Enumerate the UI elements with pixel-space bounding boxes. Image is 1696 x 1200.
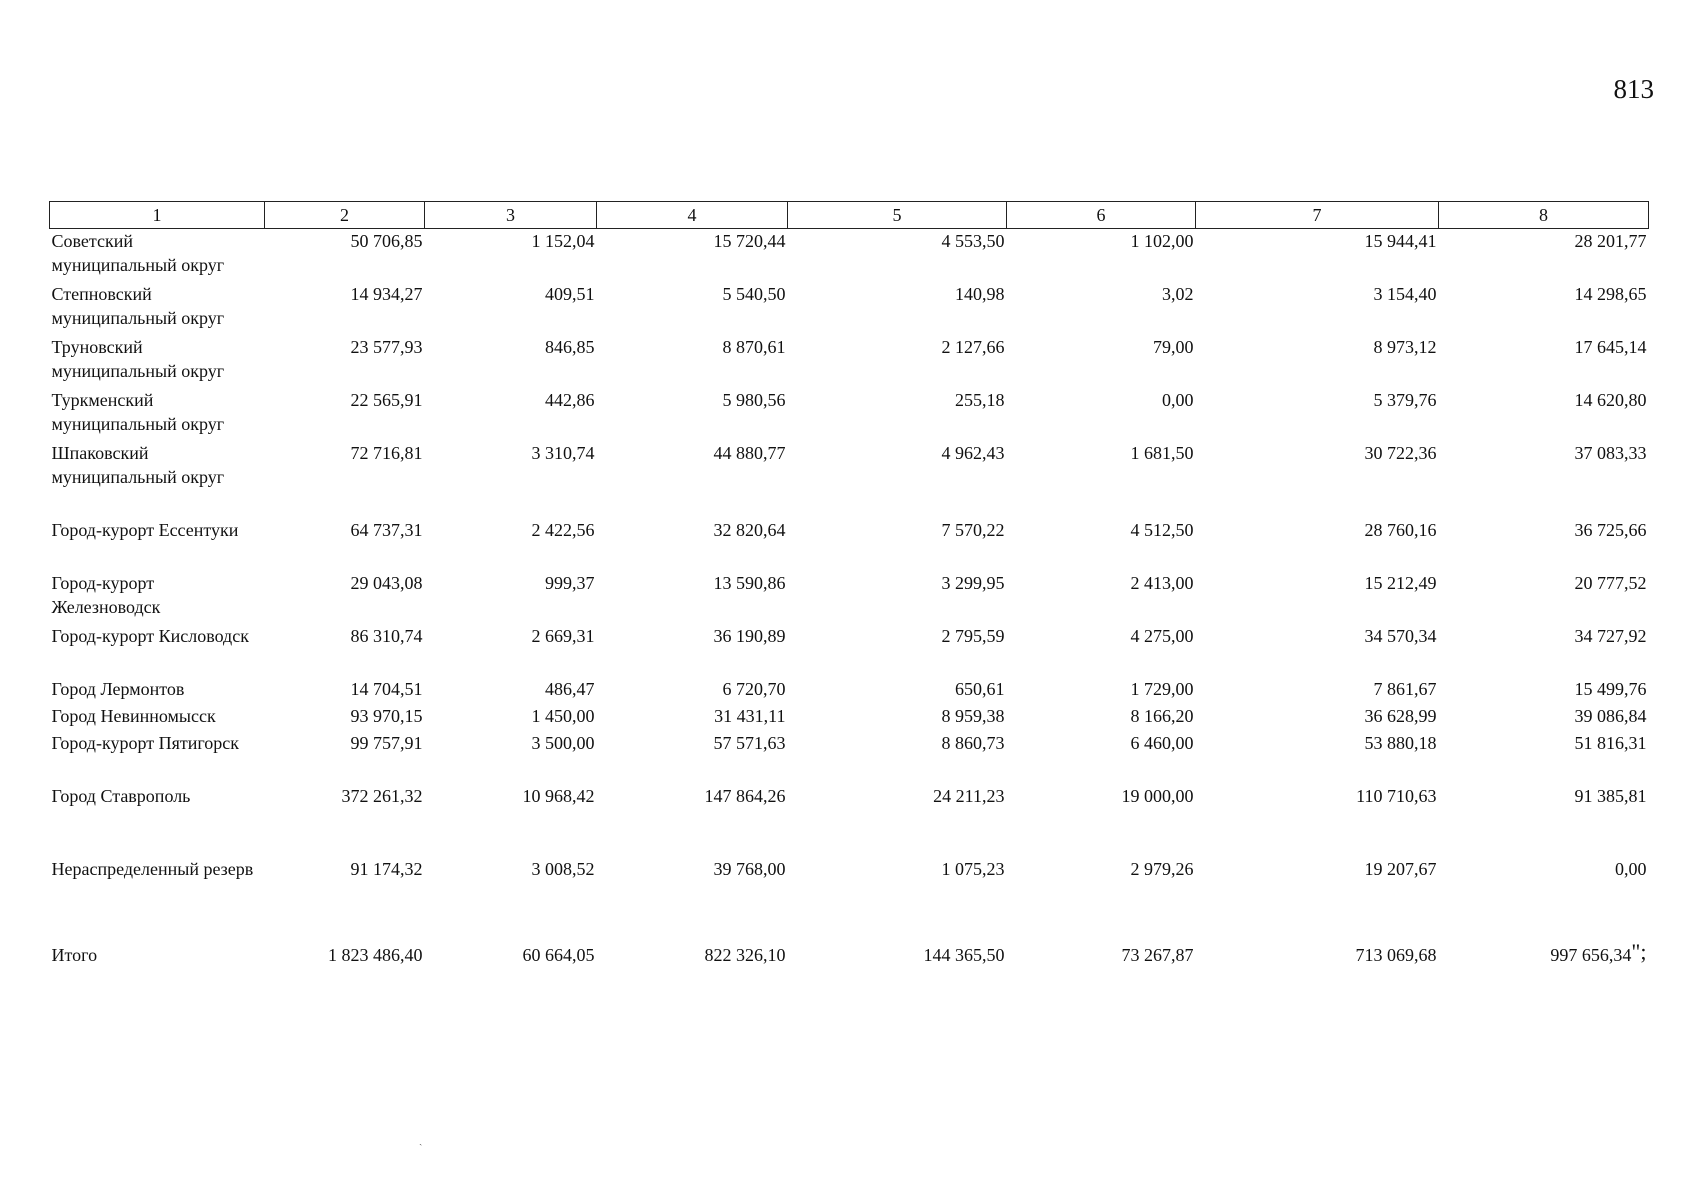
value-cell bbox=[265, 677, 425, 704]
value-text: 7 570,22 bbox=[941, 520, 1005, 540]
value-cell bbox=[425, 704, 597, 731]
value-text: 2 422,56 bbox=[531, 520, 595, 540]
value-text: 10 968,42 bbox=[522, 786, 595, 806]
value-text: 4 962,43 bbox=[941, 443, 1005, 463]
value-text: 1 075,23 bbox=[941, 859, 1005, 879]
stray-mark: ˎ bbox=[419, 1135, 423, 1146]
value-cell bbox=[597, 704, 788, 731]
value-text: 2 669,31 bbox=[531, 626, 595, 646]
value-cell bbox=[1196, 784, 1439, 857]
budget-table bbox=[49, 201, 1649, 973]
value-cell bbox=[425, 229, 597, 283]
value-text: 14 704,51 bbox=[350, 679, 423, 699]
value-cell bbox=[1439, 939, 1649, 973]
value-cell bbox=[1196, 441, 1439, 518]
value-text: 409,51 bbox=[545, 284, 595, 304]
value-cell bbox=[425, 335, 597, 388]
value-cell bbox=[788, 571, 1007, 624]
value-cell bbox=[788, 624, 1007, 677]
value-text: 4 553,50 bbox=[941, 231, 1005, 251]
value-cell bbox=[1196, 624, 1439, 677]
value-cell bbox=[1196, 943, 1439, 973]
value-cell bbox=[597, 282, 788, 335]
value-text: 13 590,86 bbox=[713, 573, 786, 593]
value-cell bbox=[597, 677, 788, 704]
column-header: 2 bbox=[265, 202, 425, 229]
value-cell bbox=[1007, 677, 1196, 704]
value-text: 15 499,76 bbox=[1574, 679, 1647, 699]
value-cell bbox=[788, 441, 1007, 518]
value-cell bbox=[265, 229, 425, 283]
value-text: 0,00 bbox=[1615, 859, 1647, 879]
value-cell bbox=[1196, 677, 1439, 704]
value-cell bbox=[1439, 282, 1649, 335]
value-text: 91 174,32 bbox=[350, 859, 423, 879]
value-text: 93 970,15 bbox=[350, 706, 423, 726]
value-text: 713 069,68 bbox=[1355, 945, 1437, 965]
value-cell bbox=[1196, 857, 1439, 943]
table-body bbox=[50, 229, 1649, 974]
value-cell bbox=[1196, 388, 1439, 441]
value-cell bbox=[788, 229, 1007, 283]
value-cell bbox=[1196, 704, 1439, 731]
value-text: 73 267,87 bbox=[1121, 945, 1194, 965]
row-name-cell: Шпаковский муниципальный округ bbox=[51, 443, 225, 487]
value-text: 1 152,04 bbox=[531, 231, 595, 251]
row-name-cell: Нераспределенный резерв bbox=[51, 859, 254, 879]
table-row bbox=[50, 229, 1649, 283]
value-text: 2 413,00 bbox=[1130, 573, 1194, 593]
value-text: 5 540,50 bbox=[722, 284, 786, 304]
value-text: 28 760,16 bbox=[1364, 520, 1437, 540]
value-cell bbox=[1439, 677, 1649, 704]
value-text: 50 706,85 bbox=[350, 231, 423, 251]
value-cell bbox=[1196, 229, 1439, 283]
value-cell bbox=[1007, 441, 1196, 518]
value-text: 144 365,50 bbox=[923, 945, 1005, 965]
value-cell bbox=[1007, 518, 1196, 571]
value-cell bbox=[597, 731, 788, 784]
value-text: 7 861,67 bbox=[1373, 679, 1437, 699]
value-text: 20 777,52 bbox=[1574, 573, 1647, 593]
row-name-cell: Город-курорт Пятигорск bbox=[51, 733, 240, 753]
value-text: 650,61 bbox=[955, 679, 1005, 699]
value-cell bbox=[597, 624, 788, 677]
value-cell bbox=[1439, 229, 1649, 283]
value-cell bbox=[265, 624, 425, 677]
value-text: 29 043,08 bbox=[350, 573, 423, 593]
value-cell bbox=[1439, 784, 1649, 857]
value-cell bbox=[788, 704, 1007, 731]
value-text: 147 864,26 bbox=[704, 786, 786, 806]
value-cell bbox=[265, 943, 425, 973]
column-header: 4 bbox=[597, 202, 788, 229]
column-header: 3 bbox=[425, 202, 597, 229]
row-name-cell: Город Невинномысск bbox=[51, 706, 216, 726]
value-cell bbox=[265, 441, 425, 518]
value-text: 99 757,91 bbox=[350, 733, 423, 753]
row-name-cell: Город-курорт Кисловодск bbox=[51, 626, 249, 646]
value-cell bbox=[1439, 704, 1649, 731]
value-text: 822 326,10 bbox=[704, 945, 786, 965]
column-header: 1 bbox=[50, 202, 265, 229]
value-text: 64 737,31 bbox=[350, 520, 423, 540]
value-cell bbox=[425, 388, 597, 441]
value-text: 32 820,64 bbox=[713, 520, 786, 540]
value-cell bbox=[788, 784, 1007, 857]
value-text: 8 166,20 bbox=[1130, 706, 1194, 726]
value-cell bbox=[1439, 731, 1649, 784]
value-text: 2 795,59 bbox=[941, 626, 1005, 646]
value-text: 60 664,05 bbox=[522, 945, 595, 965]
table-row bbox=[50, 624, 1649, 677]
value-text: 997 656,34 bbox=[1550, 945, 1632, 965]
value-text: 34 727,92 bbox=[1574, 626, 1647, 646]
table-row bbox=[50, 518, 1649, 571]
value-cell bbox=[1007, 857, 1196, 943]
value-cell bbox=[265, 731, 425, 784]
value-cell bbox=[1007, 624, 1196, 677]
value-cell bbox=[265, 518, 425, 571]
table-row bbox=[50, 677, 1649, 704]
value-cell bbox=[1439, 335, 1649, 388]
table-row bbox=[50, 282, 1649, 335]
value-text: 57 571,63 bbox=[713, 733, 786, 753]
value-cell bbox=[788, 857, 1007, 943]
value-cell bbox=[1007, 784, 1196, 857]
value-text: 3 500,00 bbox=[531, 733, 595, 753]
value-cell bbox=[265, 857, 425, 943]
value-text: 8 860,73 bbox=[941, 733, 1005, 753]
value-text: 39 086,84 bbox=[1574, 706, 1647, 726]
value-cell bbox=[1196, 282, 1439, 335]
closing-quote-mark: "; bbox=[1631, 939, 1647, 964]
value-text: 110 710,63 bbox=[1356, 786, 1437, 806]
row-name-cell: Город Лермонтов bbox=[51, 679, 185, 699]
value-cell bbox=[1007, 388, 1196, 441]
value-text: 846,85 bbox=[545, 337, 595, 357]
row-name-cell: Итого bbox=[51, 945, 98, 965]
value-cell bbox=[425, 677, 597, 704]
value-cell bbox=[1439, 624, 1649, 677]
value-text: 24 211,23 bbox=[933, 786, 1005, 806]
value-cell bbox=[788, 335, 1007, 388]
value-cell bbox=[788, 943, 1007, 973]
table-row bbox=[50, 731, 1649, 784]
value-cell bbox=[265, 388, 425, 441]
value-text: 2 127,66 bbox=[941, 337, 1005, 357]
value-cell bbox=[1439, 857, 1649, 943]
value-text: 5 980,56 bbox=[722, 390, 786, 410]
value-text: 19 000,00 bbox=[1121, 786, 1194, 806]
column-header: 6 bbox=[1007, 202, 1196, 229]
value-text: 19 207,67 bbox=[1364, 859, 1437, 879]
column-header: 7 bbox=[1196, 202, 1439, 229]
value-cell bbox=[1007, 731, 1196, 784]
value-text: 39 768,00 bbox=[713, 859, 786, 879]
value-cell bbox=[265, 784, 425, 857]
table-row bbox=[50, 335, 1649, 388]
value-cell bbox=[1007, 335, 1196, 388]
value-cell bbox=[1439, 518, 1649, 571]
value-cell bbox=[425, 784, 597, 857]
value-cell bbox=[597, 571, 788, 624]
row-name-cell: Советский муниципальный округ bbox=[51, 231, 225, 275]
value-text: 8 870,61 bbox=[722, 337, 786, 357]
value-text: 14 298,65 bbox=[1574, 284, 1647, 304]
value-cell bbox=[425, 857, 597, 943]
value-text: 5 379,76 bbox=[1373, 390, 1437, 410]
value-text: 140,98 bbox=[955, 284, 1005, 304]
value-text: 15 212,49 bbox=[1364, 573, 1437, 593]
row-name-cell: Труновский муниципальный округ bbox=[51, 337, 225, 381]
value-text: 14 934,27 bbox=[350, 284, 423, 304]
value-cell bbox=[1439, 571, 1649, 624]
header-row bbox=[50, 202, 1649, 229]
value-text: 17 645,14 bbox=[1574, 337, 1647, 357]
value-text: 3 310,74 bbox=[531, 443, 595, 463]
row-name-cell: Город-курорт Ессентуки bbox=[51, 520, 239, 540]
value-text: 72 716,81 bbox=[350, 443, 423, 463]
column-header: 5 bbox=[788, 202, 1007, 229]
value-text: 14 620,80 bbox=[1574, 390, 1647, 410]
value-cell bbox=[1439, 441, 1649, 518]
value-cell bbox=[597, 857, 788, 943]
value-text: 36 190,89 bbox=[713, 626, 786, 646]
value-text: 4 512,50 bbox=[1130, 520, 1194, 540]
value-text: 37 083,33 bbox=[1574, 443, 1647, 463]
value-text: 0,00 bbox=[1162, 390, 1194, 410]
value-cell bbox=[597, 943, 788, 973]
value-text: 3 154,40 bbox=[1373, 284, 1437, 304]
value-cell bbox=[1196, 731, 1439, 784]
column-header: 8 bbox=[1439, 202, 1649, 229]
value-text: 53 880,18 bbox=[1364, 733, 1437, 753]
value-cell bbox=[265, 282, 425, 335]
value-cell bbox=[597, 518, 788, 571]
value-cell bbox=[788, 731, 1007, 784]
table-row bbox=[50, 441, 1649, 518]
value-text: 15 944,41 bbox=[1364, 231, 1437, 251]
value-cell bbox=[597, 441, 788, 518]
value-cell bbox=[1007, 943, 1196, 973]
value-cell bbox=[788, 677, 1007, 704]
value-text: 442,86 bbox=[545, 390, 595, 410]
value-cell bbox=[1007, 229, 1196, 283]
value-text: 1 450,00 bbox=[531, 706, 595, 726]
value-text: 1 729,00 bbox=[1130, 679, 1194, 699]
value-text: 91 385,81 bbox=[1574, 786, 1647, 806]
row-name-cell: Туркменский муниципальный округ bbox=[51, 390, 225, 434]
table-row bbox=[50, 704, 1649, 731]
value-cell bbox=[788, 388, 1007, 441]
value-text: 31 431,11 bbox=[714, 706, 786, 726]
value-text: 22 565,91 bbox=[350, 390, 423, 410]
value-cell bbox=[1439, 388, 1649, 441]
value-text: 51 816,31 bbox=[1574, 733, 1647, 753]
value-text: 79,00 bbox=[1153, 337, 1194, 357]
table-row bbox=[50, 571, 1649, 624]
value-text: 999,37 bbox=[545, 573, 595, 593]
value-cell bbox=[597, 784, 788, 857]
value-text: 23 577,93 bbox=[350, 337, 423, 357]
row-name-cell: Город-курорт Железноводск bbox=[51, 573, 161, 617]
value-cell bbox=[788, 282, 1007, 335]
row-name-cell: Город Ставрополь bbox=[51, 786, 191, 806]
value-text: 8 973,12 bbox=[1373, 337, 1437, 357]
value-cell bbox=[425, 282, 597, 335]
value-cell bbox=[1007, 704, 1196, 731]
value-cell bbox=[425, 624, 597, 677]
value-text: 15 720,44 bbox=[713, 231, 786, 251]
value-cell bbox=[1196, 518, 1439, 571]
value-text: 2 979,26 bbox=[1130, 859, 1194, 879]
value-cell bbox=[265, 571, 425, 624]
table-row bbox=[50, 784, 1649, 857]
row-name-cell: Степновский муниципальный округ bbox=[51, 284, 225, 328]
value-text: 4 275,00 bbox=[1130, 626, 1194, 646]
value-text: 3 008,52 bbox=[531, 859, 595, 879]
value-text: 1 823 486,40 bbox=[328, 945, 423, 965]
value-text: 3,02 bbox=[1162, 284, 1194, 304]
value-cell bbox=[1196, 335, 1439, 388]
value-text: 3 299,95 bbox=[941, 573, 1005, 593]
value-cell bbox=[788, 518, 1007, 571]
value-text: 1 681,50 bbox=[1130, 443, 1194, 463]
value-text: 28 201,77 bbox=[1574, 231, 1647, 251]
value-cell bbox=[425, 441, 597, 518]
value-text: 36 725,66 bbox=[1574, 520, 1647, 540]
value-text: 36 628,99 bbox=[1364, 706, 1437, 726]
value-cell bbox=[1007, 571, 1196, 624]
value-text: 486,47 bbox=[545, 679, 595, 699]
value-text: 1 102,00 bbox=[1130, 231, 1194, 251]
value-text: 44 880,77 bbox=[713, 443, 786, 463]
value-text: 8 959,38 bbox=[941, 706, 1005, 726]
value-text: 6 720,70 bbox=[722, 679, 786, 699]
value-cell bbox=[597, 229, 788, 283]
value-text: 372 261,32 bbox=[341, 786, 423, 806]
value-cell bbox=[425, 731, 597, 784]
value-text: 86 310,74 bbox=[350, 626, 423, 646]
value-cell bbox=[425, 518, 597, 571]
value-text: 30 722,36 bbox=[1364, 443, 1437, 463]
value-cell bbox=[1007, 282, 1196, 335]
value-cell bbox=[265, 335, 425, 388]
value-cell bbox=[597, 388, 788, 441]
value-cell bbox=[1196, 571, 1439, 624]
value-text: 34 570,34 bbox=[1364, 626, 1437, 646]
value-cell bbox=[425, 571, 597, 624]
table-row bbox=[50, 857, 1649, 943]
table-row bbox=[50, 943, 1649, 973]
value-text: 6 460,00 bbox=[1130, 733, 1194, 753]
value-cell bbox=[597, 335, 788, 388]
value-text: 255,18 bbox=[955, 390, 1005, 410]
value-cell bbox=[425, 943, 597, 973]
value-cell bbox=[265, 704, 425, 731]
page-number: 813 bbox=[1613, 74, 1654, 104]
table-row bbox=[50, 388, 1649, 441]
